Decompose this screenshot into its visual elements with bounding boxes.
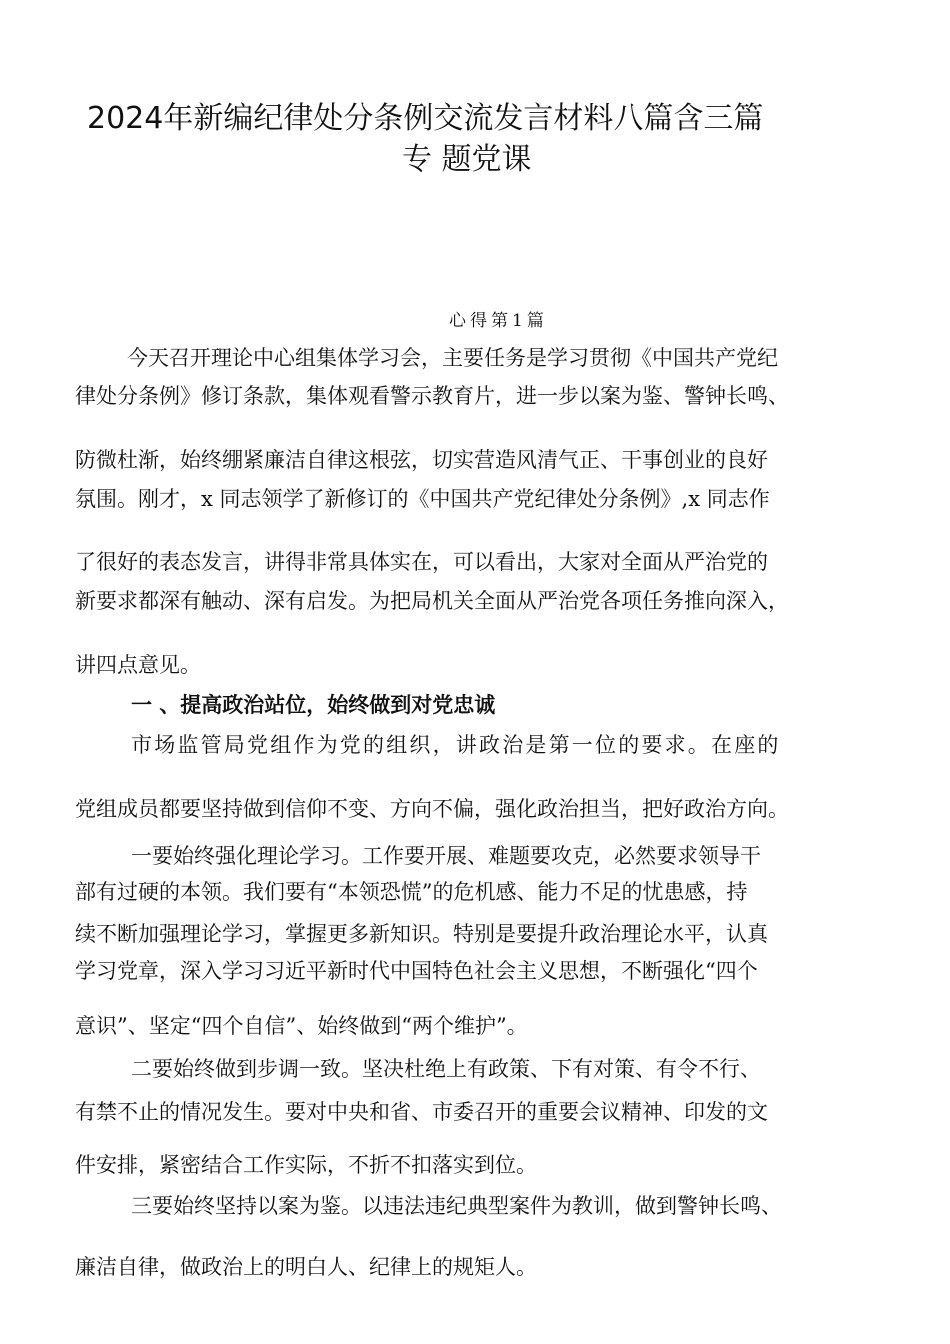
paragraph-line: 续不断加强理论学习，掌握更多新知识。特别是要提升政治理论水平，认真	[75, 922, 768, 946]
paragraph-line: 学习党章，深入学习习近平新时代中国特色社会主义思想，不断强化“四个	[75, 959, 758, 983]
paragraph-line: 防微杜渐，始终绷紧廉洁自律这根弦，切实营造风清气正、干事创业的良好	[75, 448, 768, 472]
paragraph-line: 一要始终强化理论学习。工作要开展、难题要攻克，必然要求领导干	[131, 844, 761, 868]
paragraph-line: 部有过硬的本领。我们要有“本领恐慌”的危机感、能力不足的忧患感，持	[75, 880, 748, 904]
paragraph-line: 今天召开理论中心组集体学习会，主要任务是学习贯彻《中国共产党纪	[127, 346, 778, 370]
document-title-line-1: 2024年新编纪律处分条例交流发言材料八篇含三篇	[87, 101, 764, 136]
paragraph-line: 党组成员都要坚持做到信仰不变、方向不偏，强化政治担当，把好政治方向。	[75, 797, 789, 821]
paragraph-line: 市场监管局党组作为党的组织，讲政治是第一位的要求。在座的	[131, 733, 781, 757]
paragraph-line: 律处分条例》修订条款，集体观看警示教育片，进一步以案为鉴、警钟长鸣、	[75, 384, 789, 408]
paragraph-line: 二要始终做到步调一致。坚决杜绝上有政策、下有对策、有令不行、	[131, 1057, 761, 1081]
paragraph-line: 廉洁自律，做政治上的明白人、纪律上的规矩人。	[75, 1255, 537, 1279]
paragraph-line: 了很好的表态发言，讲得非常具体实在，可以看出，大家对全面从严治党的	[75, 550, 768, 574]
paragraph-line: 新要求都深有触动、深有启发。为把局机关全面从严治党各项任务推向深入，	[75, 589, 789, 613]
paragraph-line: 意识”、坚定“四个自信”、始终做到“两个维护”。	[75, 1014, 528, 1038]
paragraph-line: 氛围。刚才，x 同志领学了新修订的《中国共产党纪律处分条例》,x 同志作	[75, 487, 770, 511]
paragraph-line: 三要始终坚持以案为鉴。以违法违纪典型案件为教训，做到警钟长鸣、	[131, 1194, 782, 1218]
section-heading: 一 、提高政治站位，始终做到对党忠诚	[131, 693, 496, 717]
section-label: 心得第1篇	[449, 311, 548, 331]
paragraph-line: 有禁不止的情况发生。要对中央和省、市委召开的重要会议精神、印发的文	[75, 1100, 768, 1124]
paragraph-line: 讲四点意见。	[75, 653, 201, 677]
document-title-line-2: 专 题党课	[402, 142, 532, 177]
paragraph-line: 件安排，紧密结合工作实际，不折不扣落实到位。	[75, 1153, 537, 1177]
